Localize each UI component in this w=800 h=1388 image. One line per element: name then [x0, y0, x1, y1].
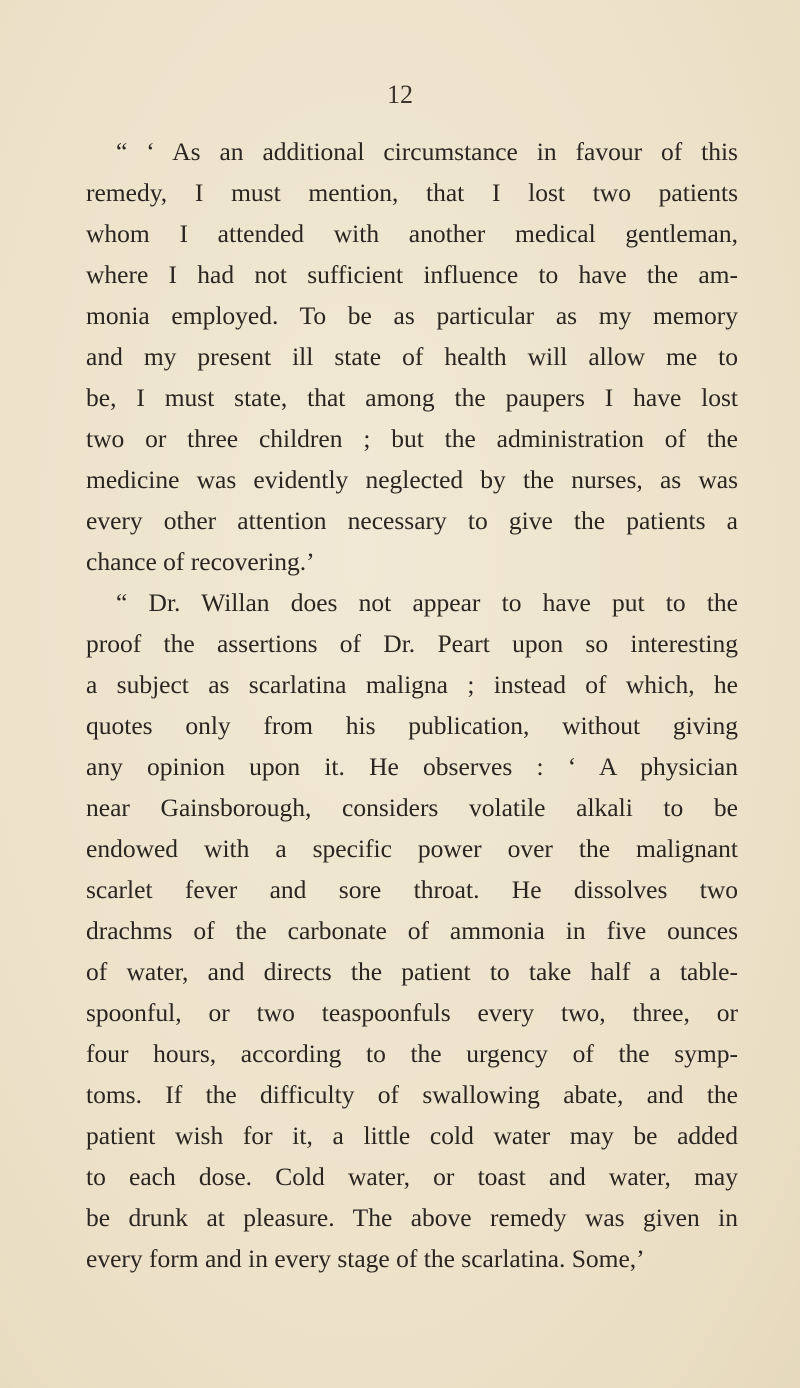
- text-line: “ Dr. Willan does not appear to have put to the: [116, 588, 738, 617]
- text-line: endowed with a specific power over the malignant: [86, 834, 738, 863]
- text-line: scarlet fever and sore throat. He dissolves two: [86, 875, 738, 904]
- text-line: drachms of the carbonate of ammonia in five ounces: [86, 916, 738, 945]
- text-line: be drunk at pleasure. The above remedy was given in: [86, 1203, 738, 1232]
- text-line: to each dose. Cold water, or toast and water, may: [86, 1162, 738, 1191]
- text-line: of water, and directs the patient to take half a table-: [86, 957, 738, 986]
- text-line: and my present ill state of health will allow me to: [86, 342, 738, 371]
- text-line: where I had not sufficient influence to have the am-: [86, 260, 738, 289]
- text-line: near Gainsborough, considers volatile alkali to be: [86, 793, 738, 822]
- text-line: spoonful, or two teaspoonfuls every two, three, or: [86, 998, 738, 1027]
- text-line: four hours, according to the urgency of the symp-: [86, 1039, 738, 1068]
- text-line: quotes only from his publication, without giving: [86, 711, 738, 740]
- text-line: every other attention necessary to give the patients a: [86, 506, 738, 535]
- text-line: toms. If the difficulty of swallowing abate, and the: [86, 1080, 738, 1109]
- text-line: two or three children ; but the administration of the: [86, 424, 738, 453]
- text-line: “ ‘ As an additional circumstance in favour of this: [116, 137, 738, 166]
- text-line: patient wish for it, a little cold water may be added: [86, 1121, 738, 1150]
- text-line: medicine was evidently neglected by the nurses, as was: [86, 465, 738, 494]
- text-line: whom I attended with another medical gentleman,: [86, 219, 738, 248]
- text-line: a subject as scarlatina maligna ; instead of which, he: [86, 670, 738, 699]
- page-number: 12: [387, 80, 413, 109]
- text-line: proof the assertions of Dr. Peart upon so interesting: [86, 629, 738, 658]
- text-line: be, I must state, that among the paupers I have lost: [86, 383, 738, 412]
- text-line: every form and in every stage of the scarlatina. Some,’: [86, 1244, 645, 1273]
- text-line: monia employed. To be as particular as my memory: [86, 301, 738, 330]
- text-line: any opinion upon it. He observes : ‘ A physician: [86, 752, 738, 781]
- text-line: chance of recovering.’: [86, 547, 315, 576]
- text-line: remedy, I must mention, that I lost two patients: [86, 178, 738, 207]
